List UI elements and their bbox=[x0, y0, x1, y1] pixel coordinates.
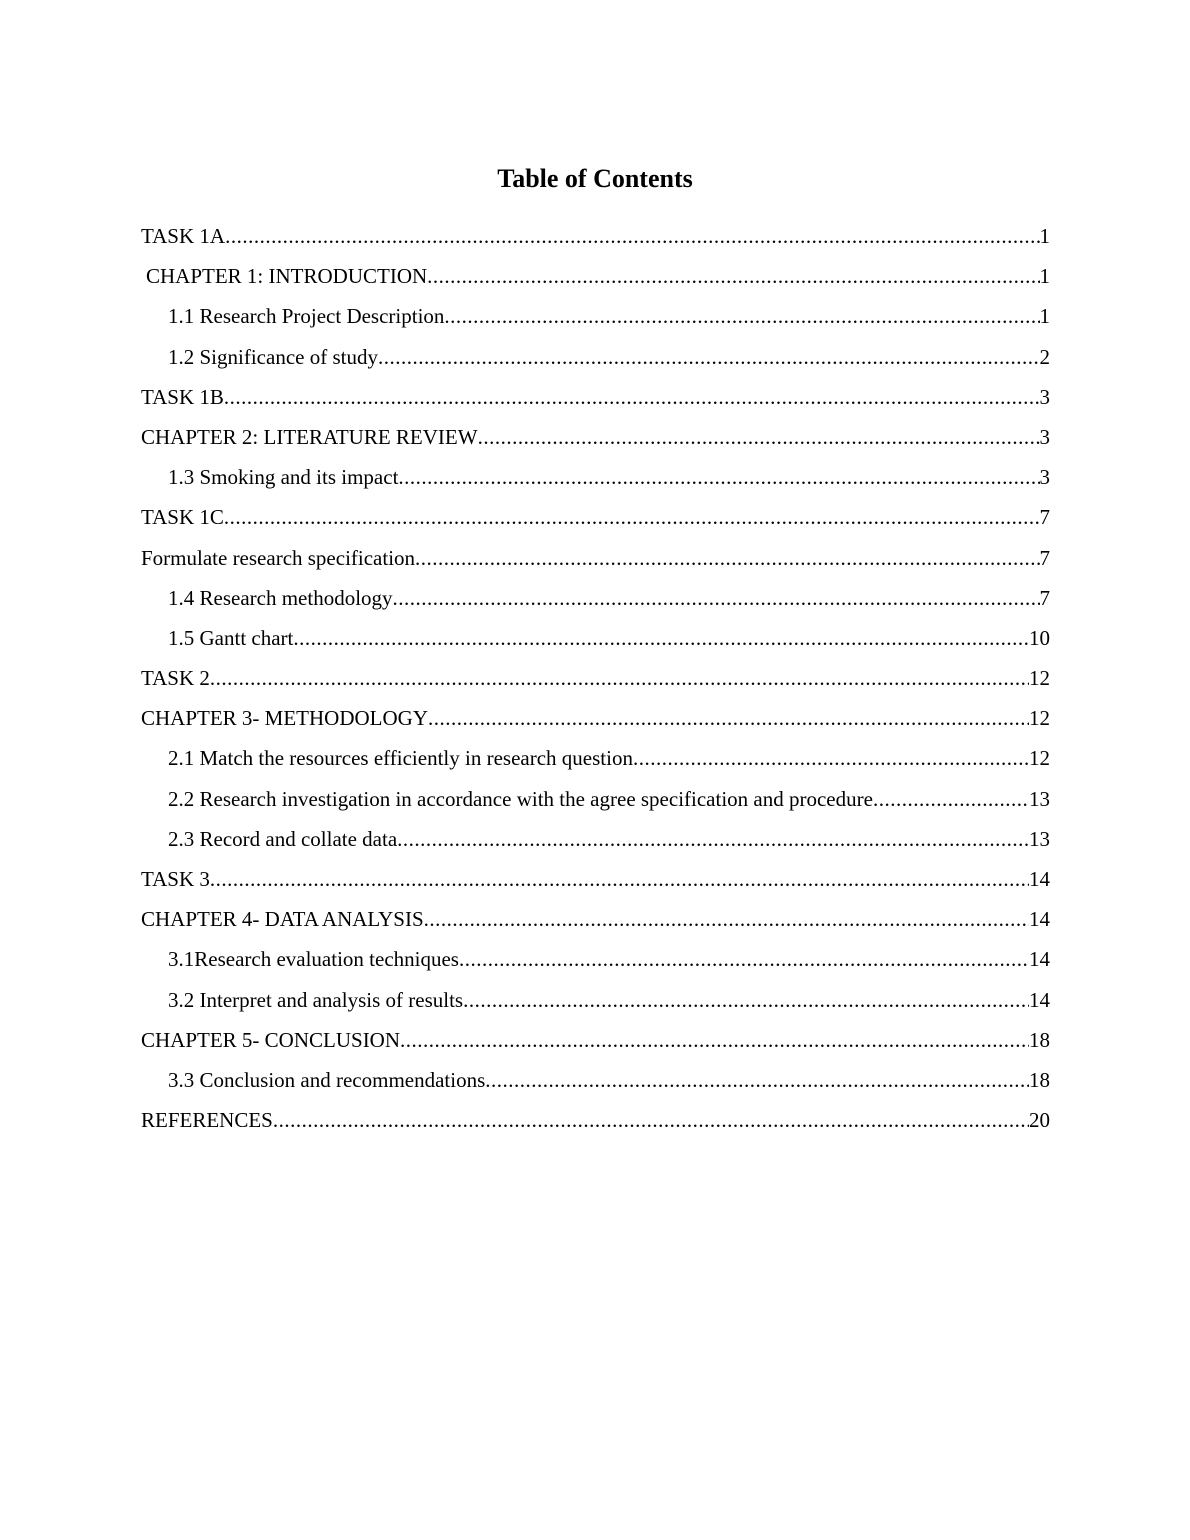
toc-entry-label: TASK 1C bbox=[141, 505, 224, 530]
toc-entry-page-number: 13 bbox=[1029, 826, 1050, 851]
toc-dot-leader bbox=[397, 821, 1029, 857]
toc-dot-leader bbox=[424, 901, 1029, 937]
toc-entry[interactable] bbox=[141, 821, 1050, 861]
toc-entry-label: Formulate research specification bbox=[141, 545, 416, 570]
toc-entry[interactable] bbox=[141, 1062, 1050, 1102]
toc-entry-label: CHAPTER 5- CONCLUSION bbox=[141, 1027, 401, 1052]
toc-entry[interactable] bbox=[141, 620, 1050, 660]
toc-entry[interactable] bbox=[141, 660, 1050, 700]
toc-entry-page-number: 10 bbox=[1029, 625, 1050, 650]
toc-entry-label: 1.2 Significance of study bbox=[168, 344, 378, 369]
toc-entry-page-number: 1 bbox=[1039, 264, 1050, 289]
toc-entry-page-number: 7 bbox=[1039, 545, 1050, 570]
toc-entry[interactable] bbox=[141, 781, 1050, 821]
toc-entry-label: 2.3 Record and collate data bbox=[168, 826, 398, 851]
toc-dot-leader bbox=[210, 861, 1029, 897]
toc-dot-leader bbox=[415, 540, 1039, 576]
toc-entry[interactable] bbox=[141, 740, 1050, 780]
toc-entry-page-number: 3 bbox=[1039, 384, 1050, 409]
toc-dot-leader bbox=[293, 620, 1029, 656]
toc-entry-label: CHAPTER 3- METHODOLOGY bbox=[141, 706, 428, 731]
toc-entry[interactable] bbox=[141, 861, 1050, 901]
toc-entry-page-number: 14 bbox=[1029, 907, 1050, 932]
toc-entry-page-number: 12 bbox=[1029, 666, 1050, 691]
toc-entry-label: 1.1 Research Project Description bbox=[168, 304, 445, 329]
toc-entry[interactable] bbox=[141, 379, 1050, 419]
toc-entry-page-number: 3 bbox=[1039, 465, 1050, 490]
toc-dot-leader bbox=[463, 982, 1029, 1018]
toc-entry-page-number: 14 bbox=[1029, 947, 1050, 972]
toc-entry-page-number: 12 bbox=[1029, 706, 1050, 731]
toc-dot-leader bbox=[444, 298, 1039, 334]
toc-dot-leader bbox=[873, 781, 1029, 817]
toc-entry-label: TASK 3 bbox=[141, 867, 210, 891]
toc-entry[interactable] bbox=[141, 982, 1050, 1022]
toc-entry-page-number: 18 bbox=[1029, 1027, 1050, 1052]
toc-dot-leader bbox=[427, 258, 1039, 294]
toc-entry-label: REFERENCES bbox=[141, 1108, 273, 1133]
toc-dot-leader bbox=[398, 459, 1039, 495]
toc-entry-page-number: 1 bbox=[1039, 304, 1050, 329]
toc-entry[interactable] bbox=[141, 1102, 1050, 1142]
toc-entry[interactable] bbox=[141, 419, 1050, 459]
toc-entry[interactable] bbox=[141, 540, 1050, 580]
toc-entry-page-number: 3 bbox=[1039, 424, 1050, 449]
toc-entry-label: 1.3 Smoking and its impact bbox=[168, 465, 399, 490]
toc-entry-label: CHAPTER 2: LITERATURE REVIEW bbox=[141, 424, 478, 449]
toc-entry[interactable] bbox=[141, 298, 1050, 338]
toc-entry-page-number: 12 bbox=[1029, 746, 1050, 771]
toc-entry-page-number: 2 bbox=[1039, 344, 1050, 369]
toc-dot-leader bbox=[273, 1102, 1029, 1138]
toc-entry-label: 2.2 Research investigation in accordance with the agree specification and procedure bbox=[168, 786, 873, 811]
toc-entry-label: TASK 1A bbox=[141, 224, 226, 248]
toc-entry[interactable] bbox=[141, 218, 1050, 258]
toc-dot-leader bbox=[478, 419, 1040, 455]
toc-dot-leader bbox=[224, 499, 1040, 535]
toc-dot-leader bbox=[225, 218, 1039, 254]
toc-entry-label: 3.2 Interpret and analysis of results bbox=[168, 987, 464, 1012]
toc-entry-page-number: 7 bbox=[1039, 505, 1050, 530]
toc-dot-leader bbox=[459, 941, 1029, 977]
toc-entry-label: TASK 1B bbox=[141, 384, 224, 409]
toc-entry[interactable] bbox=[141, 941, 1050, 981]
toc-entry-label: 1.5 Gantt chart bbox=[168, 625, 294, 650]
toc-entry[interactable] bbox=[141, 1022, 1050, 1062]
toc-entry-page-number: 7 bbox=[1039, 585, 1050, 610]
toc-entry[interactable] bbox=[141, 580, 1050, 620]
toc-dot-leader bbox=[400, 1022, 1029, 1058]
toc-entry[interactable] bbox=[141, 339, 1050, 379]
toc-dot-leader bbox=[428, 700, 1029, 736]
toc-entry-page-number: 14 bbox=[1029, 867, 1050, 891]
toc-dot-leader bbox=[224, 379, 1040, 415]
toc-title: Table of Contents bbox=[497, 164, 693, 193]
toc-entry-label: 2.1 Match the resources efficiently in research question bbox=[168, 746, 633, 771]
toc-entry-page-number: 18 bbox=[1029, 1067, 1050, 1092]
toc-entry[interactable] bbox=[141, 700, 1050, 740]
toc-entry-label: CHAPTER 1: INTRODUCTION bbox=[146, 264, 428, 289]
toc-entry-page-number: 1 bbox=[1039, 224, 1050, 248]
toc-list bbox=[141, 218, 1050, 1142]
toc-entry-page-number: 20 bbox=[1029, 1108, 1050, 1133]
toc-entry-page-number: 13 bbox=[1029, 786, 1050, 811]
toc-dot-leader bbox=[210, 660, 1029, 696]
toc-dot-leader bbox=[378, 339, 1040, 375]
toc-entry[interactable] bbox=[141, 901, 1050, 941]
toc-entry-label: CHAPTER 4- DATA ANALYSIS bbox=[141, 907, 424, 932]
toc-entry[interactable] bbox=[141, 258, 1050, 298]
toc-entry-label: 3.3 Conclusion and recommendations bbox=[168, 1067, 486, 1092]
toc-entry-page-number: 14 bbox=[1029, 987, 1050, 1012]
toc-entry[interactable] bbox=[141, 459, 1050, 499]
toc-dot-leader bbox=[485, 1062, 1029, 1098]
toc-entry-label: 3.1Research evaluation techniques bbox=[168, 947, 459, 972]
toc-dot-leader bbox=[633, 740, 1029, 776]
toc-entry[interactable] bbox=[141, 499, 1050, 539]
toc-dot-leader bbox=[393, 580, 1040, 616]
toc-entry-label: TASK 2 bbox=[141, 666, 210, 691]
toc-entry-label: 1.4 Research methodology bbox=[168, 585, 393, 610]
